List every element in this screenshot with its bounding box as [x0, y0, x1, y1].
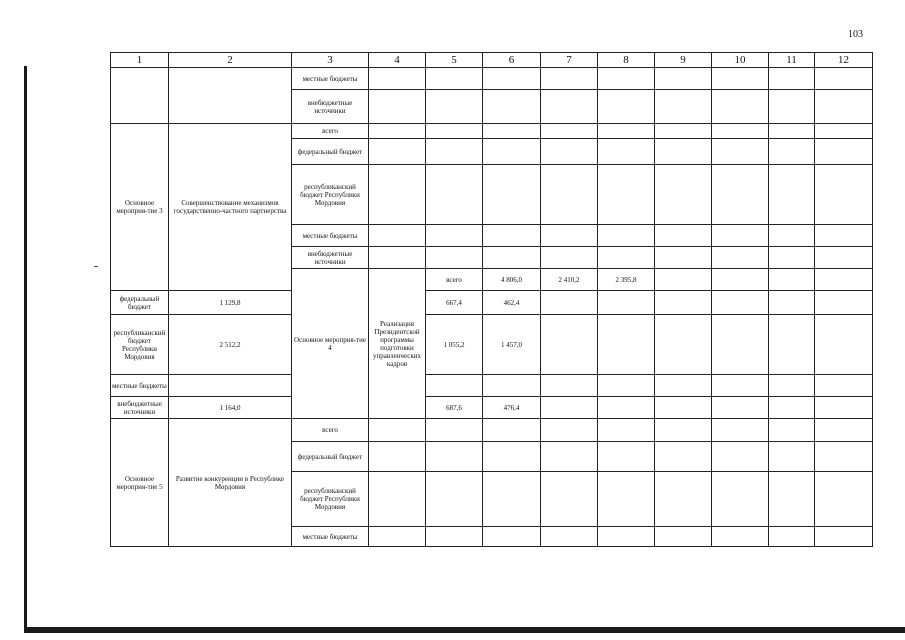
event4-total-col5: 2 410,2 [541, 269, 598, 291]
source-extra: внебюджетные источники [292, 90, 369, 124]
event4-federal-col6: 462,4 [483, 291, 541, 315]
event4-republic-col4: 2 512,2 [169, 315, 292, 375]
event3-label: Основное мероприя-тие 3 [111, 124, 169, 291]
col-header-9: 9 [655, 53, 712, 68]
event4-extra-col4: 1 164,0 [169, 397, 292, 419]
col-header-11: 11 [769, 53, 815, 68]
col-header-3: 3 [292, 53, 369, 68]
budget-table [110, 52, 873, 547]
event4-republic-col5: 1 055,2 [426, 315, 483, 375]
event3-name: Совершенствование механизмов государственно-частного партнерства [169, 124, 292, 291]
event4-federal-col5: 667,4 [426, 291, 483, 315]
event4-federal-col4: 1 129,8 [169, 291, 292, 315]
source-republic: республиканский бюджет Республики Мордовия [292, 165, 369, 225]
bottom-page-border [24, 627, 905, 633]
prev-event-name-cell [169, 68, 292, 124]
event4-name: Реализация Президентской программы подготовки управленческих кадров [369, 269, 426, 419]
source-republic: республиканский бюджет Республики Мордовия [111, 315, 169, 375]
source-local: местные бюджеты [292, 68, 369, 90]
source-total: всего [292, 419, 369, 442]
col-header-7: 7 [541, 53, 598, 68]
table-row [111, 68, 873, 90]
source-extra: внебюджетные источники [292, 247, 369, 269]
col-header-10: 10 [712, 53, 769, 68]
source-federal: федеральный бюджет [292, 442, 369, 472]
col-header-4: 4 [369, 53, 426, 68]
table-row [111, 419, 873, 442]
event4-total-col6: 2 395,8 [598, 269, 655, 291]
table-row [111, 315, 873, 375]
event5-label: Основное мероприя-тие 5 [111, 419, 169, 547]
table-row [111, 291, 873, 315]
col-header-2: 2 [169, 53, 292, 68]
budget-table-container [110, 52, 873, 547]
table-row [111, 124, 873, 139]
event4-label: Основное мероприя-тие 4 [292, 269, 369, 419]
source-extra: внебюджетные источники [111, 397, 169, 419]
table-row [111, 397, 873, 419]
left-page-border [24, 66, 27, 632]
event4-extra-col5: 687,6 [426, 397, 483, 419]
col-header-1: 1 [111, 53, 169, 68]
col-header-8: 8 [598, 53, 655, 68]
source-total: всего [426, 269, 483, 291]
event4-extra-col6: 476,4 [483, 397, 541, 419]
source-local: местные бюджеты [292, 527, 369, 547]
header-row [111, 53, 873, 68]
prev-event-label-cell [111, 68, 169, 124]
event4-republic-col6: 1 457,0 [483, 315, 541, 375]
col-header-12: 12 [815, 53, 873, 68]
col-header-6: 6 [483, 53, 541, 68]
event4-total-col4: 4 806,0 [483, 269, 541, 291]
source-local: местные бюджеты [111, 375, 169, 397]
source-republic: республиканский бюджет Республики Мордовия [292, 472, 369, 527]
source-federal: федеральный бюджет [111, 291, 169, 315]
source-local: местные бюджеты [292, 225, 369, 247]
event5-name: Развитие конкуренции в Республике Мордовия [169, 419, 292, 547]
col-header-5: 5 [426, 53, 483, 68]
source-federal: федеральный бюджет [292, 139, 369, 165]
source-total: всего [292, 124, 369, 139]
margin-tick [94, 266, 98, 267]
table-row [111, 375, 873, 397]
page-number: 103 [848, 29, 863, 40]
